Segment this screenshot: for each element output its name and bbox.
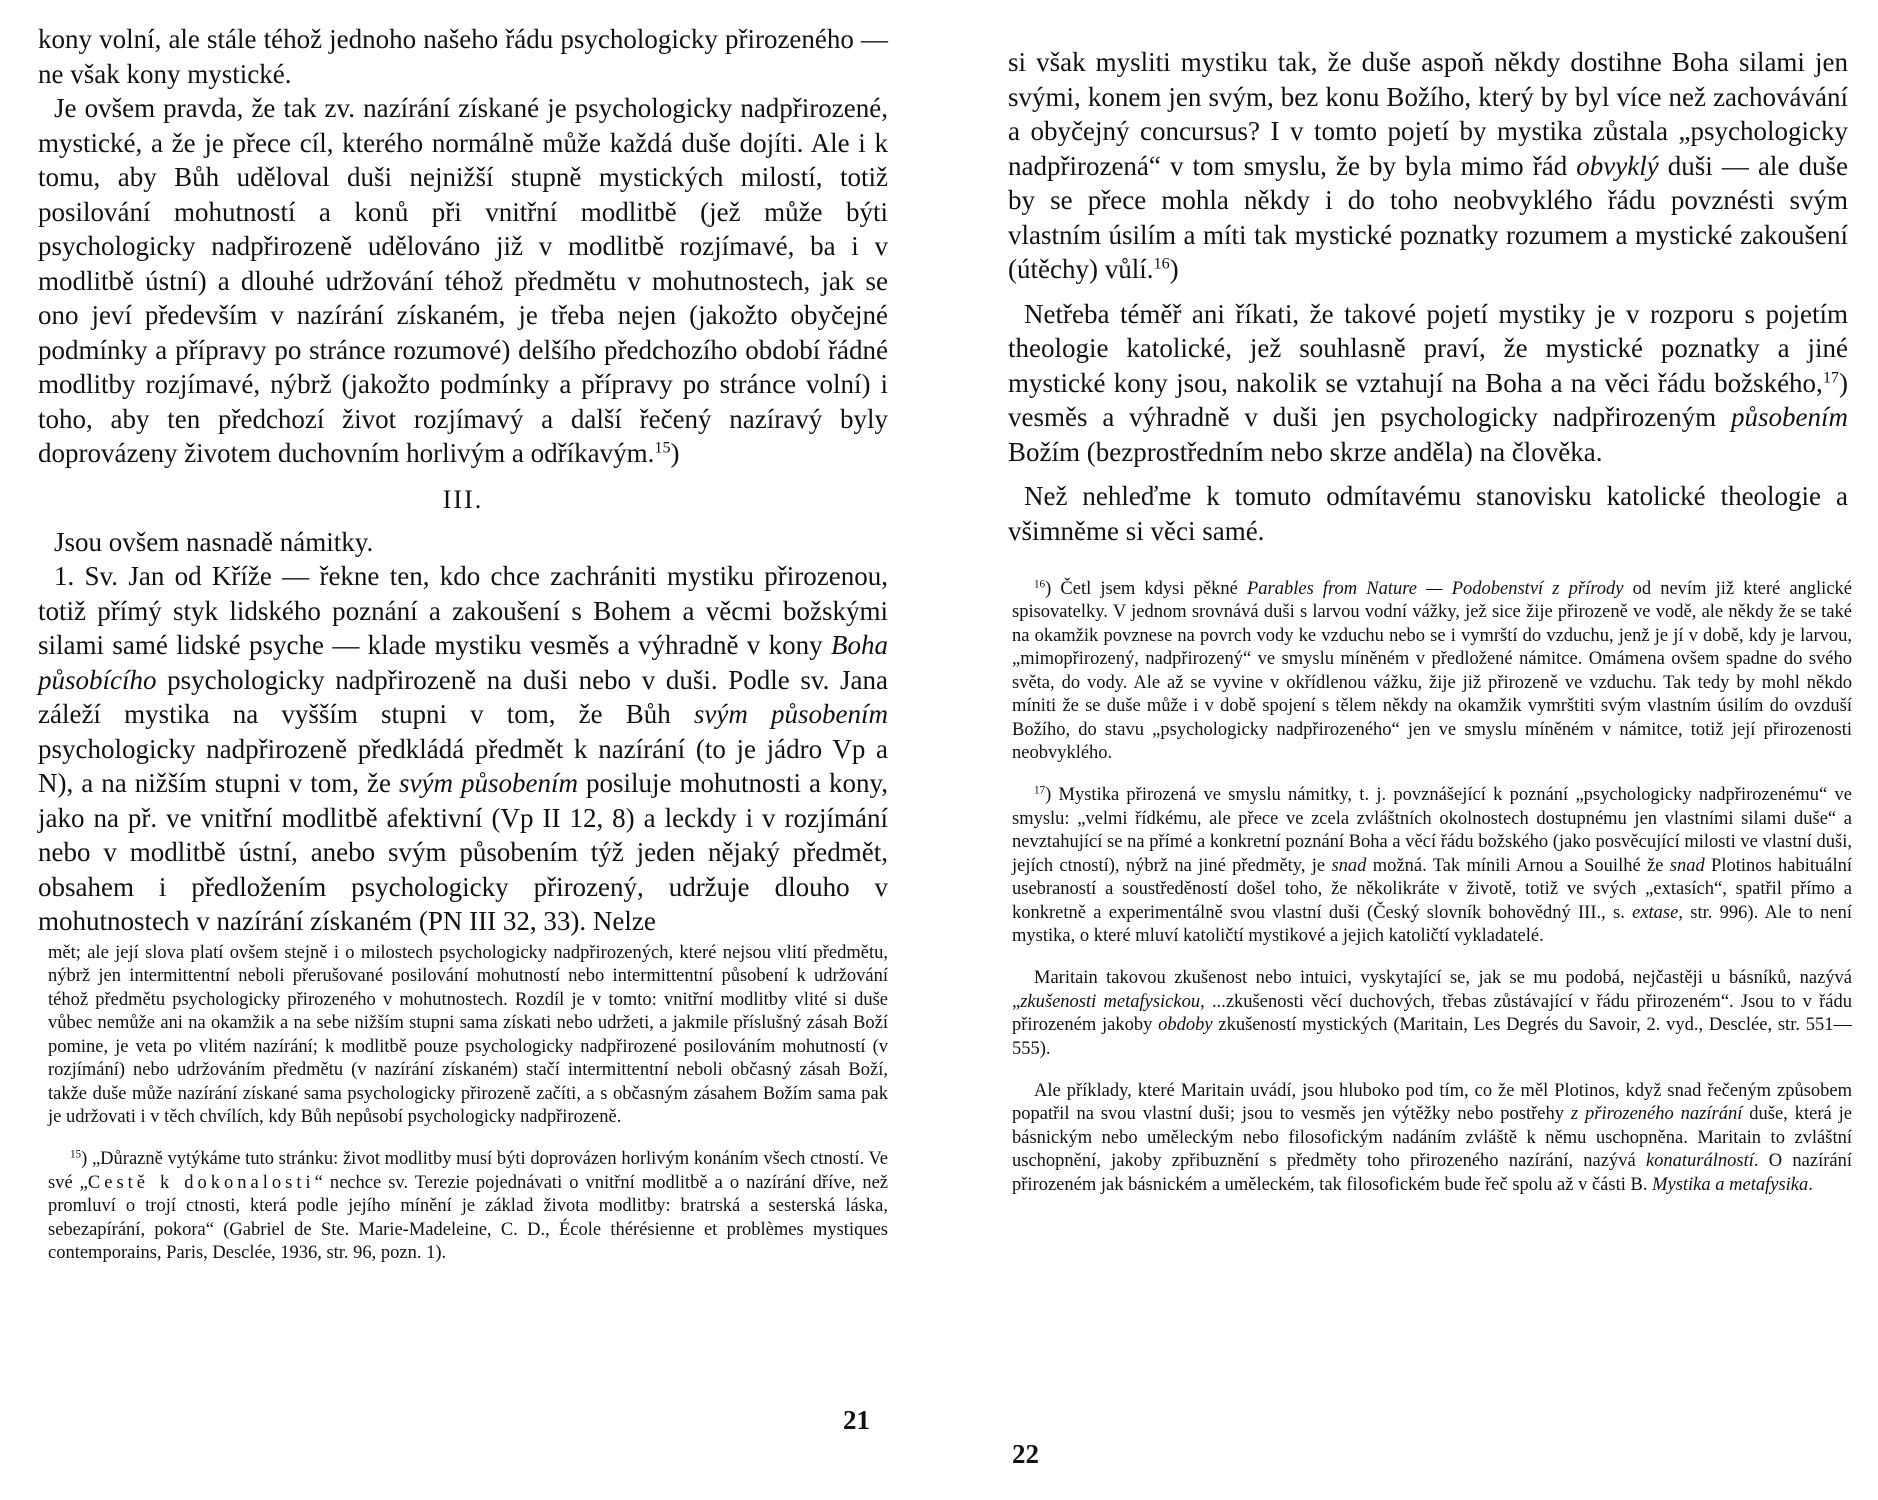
text: psychologicky nadpřirozeně předkládá předmět k nazírání (to je jádro Vp a N), a na nižším stupni v tom, že bbox=[38, 733, 888, 798]
text: 1. Sv. Jan od Kříže — řekne ten, kdo chce zachrániti mystiku přirozenou, totiž přímý styk lidského poznání a zakoušení s Bohem a věcmi božskými silami samé lidské psyche — klade mystiku vesměs a výhradně v kony bbox=[38, 561, 888, 660]
footnote-ref: 17 bbox=[1822, 367, 1839, 386]
text: mět; ale její slova platí ovšem stejně i o milostech psychologicky nadpřirozených, které nejsou vlití předmětu, nýbrž jen intermittentní neboli přerušované posilování mohutností nebo intermittentní působení k udržování téhož předmětu psychologicky přirozeného v mohutnostech. Rozdíl je v tomto: vnitřní modlitby vlité si duše vůbec nemůže ani na okamžik a na sebe nižším stupni sama získati nebo udržeti, a jakmile příslušný zásah Boží pomine, je veta po vlitém nazírání; k modlitbě pouze psychologicky nadpřirozené posilováním mohutností (v rozjímání) nebo udržováním předmětu (v nazírání získaném) stačí intermittentní neboli občasný zásah Boží, takže duše může nazírání získané sama psychologicky přirozeně začíti, a s občasným zásahem Božím sama pak je udržovati i v těch chvílích, kdy Bůh nepůsobí psychologicky nadpřirozeně. bbox=[48, 942, 888, 1127]
footnote-number: 15 bbox=[70, 1148, 82, 1161]
text: si však mysliti mystiku tak, že duše aspoň někdy dostihne Boha silami jen svými, konem jen svým, bez konu Božího, který by byl více než zachovávání a obyčejný concursus? I v tomto pojetí by mystika zůstala „psychologicky nadpřirozená“ v tom smyslu, že by byla mimo řád bbox=[1008, 47, 1848, 181]
paragraph bbox=[38, 525, 888, 560]
page-number: 21 bbox=[843, 1405, 870, 1435]
text: , ...zkušenosti věcí duchových, třebas zůstávající v řádu přirozeném“. Jsou to v řádu přirozeném jakoby bbox=[1012, 991, 1853, 1035]
text: kony volní, ale stále téhož jednoho našeho řádu psychologicky přirozeného — ne však kony mystické. bbox=[38, 24, 888, 89]
italic-text: z přirozeného nazírání bbox=[1570, 1104, 1743, 1124]
text: posiluje mohutnosti a kony, jako na př. ve vnitřní modlitbě afektivní (Vp II 12, 8) a leckdy i v rozjímání nebo v modlitbě ústní, anebo svým působením týž jeden nějaký předmět, obsahem i předložením psychologicky přirozený, udržuje dlouho v mohutnostech v nazírání získaném (PN III 32, 33). Nelze bbox=[38, 768, 889, 936]
italic-text: působením bbox=[1731, 402, 1848, 432]
text: ) Mystika přirozená ve smyslu námitky, t. j. povznášející k poznání „psychologicky nadpřirozenému“ ve smyslu: „velmi řídkému, ale přece ve zcela zvláštních okolnostech dostupnému jen vlastními silami duše“ a nevztahující se na přímé a konkretní poznání Boha a věcí řádu božského (jako posvěcující milosti ve vlastní duši, jejích ctností), nýbrž na jiné předměty, je bbox=[1012, 785, 1852, 876]
text: Ale příklady, které Maritain uvádí, jsou hluboko pod tím, co že měl Plotinos, když snad řečeným způsobem popatřil na svou vlastní duši; jsou to vesměs jen výtěžky nebo postřehy bbox=[1012, 1080, 1852, 1124]
text: . bbox=[1808, 1174, 1813, 1195]
footnote-17-continued bbox=[1012, 967, 1852, 1061]
text: ) „Důrazně vytýkáme tuto stránku: život modlitby musí býti doprovázen horlivým konáním všech ctností. Ve své „ bbox=[48, 1149, 888, 1193]
text: zkušeností mystických (Maritain, Les Degrés du Savoir, 2. vyd., Desclée, str. 551—555). bbox=[1012, 1015, 1852, 1059]
paragraph bbox=[1008, 479, 1848, 548]
left-main-text bbox=[38, 22, 888, 939]
left-footnotes bbox=[48, 923, 888, 1284]
italic-text: obvyklý bbox=[1576, 150, 1659, 181]
italic-text: konaturálností bbox=[1645, 1151, 1754, 1171]
text: Než nehleďme k tomuto odmítavému stanovisku katolické theologie a všimněme si věci samé. bbox=[1008, 481, 1848, 546]
footnote-17 bbox=[1012, 784, 1852, 949]
paragraph: Je ovšem pravda, že tak zv. nazírání získané je psychologicky nadpřirozené, mystické, a že je přece cíl, kterého normálně může každá duše dojíti. Ale i k tomu, aby Bůh uděloval duši nejnižší stupně mystických milostí, totiž posilování mohutností a konů při vnitřní modlitbě (jež může býti psychologicky nadpřirozeně udělováno již v modlitbě rozjímavé, ba i v modlitbě ústní) a dlouhé udržování téhož předmětu v mohutnostech, jak se ono jeví především v nazírání získaném, je třeba nejen (jakožto obyčejné podmínky a přípravy po stránce rozumové) delšího předchozího období řádné modlitby rozjímavé, nýbrž (jakožto podmínky a přípravy po stránce volní) i toho, aby ten předchozí život rozjímavý a další řečený nazíravý byly doprovázeny životem duchovním horlivým a odříkavým.$^{15}$) bbox=[38, 93, 888, 468]
italic-text: snad bbox=[1331, 855, 1367, 876]
italic-text: Mystika a metafysika bbox=[1652, 1174, 1809, 1195]
italic-text: zkušenosti metafysickou bbox=[1020, 991, 1201, 1012]
italic-text: svým působením bbox=[399, 768, 578, 798]
text: Je ovšem pravda, že tak zv. nazírání získané je psychologicky nadpřirozené, mystické, a že je přece cíl, kterého normálně může každá duše dojíti. Ale i k tomu, aby Bůh uděloval duši nejnižší stupně mystických milostí, totiž posilování mohutností a konů při vnitřní modlitbě (jež může býti psychologicky nadpřirozeně udělováno již v modlitbě rozjímavé, ba i v modlitbě ústní) a dlouhé udržování téhož předmětu v mohutnostech, jak se ono jeví především v nazírání získaném, je třeba nejen (jakožto obyčejné podmínky a přípravy po stránce rozumové) delšího předchozího období řádné modlitby rozjímavé, nýbrž (jakožto podmínky a přípravy po stránce volní) i toho, aby ten předchozí život rozjímavý a další řečený nazíravý byly doprovázeny životem duchovním horlivým a odříkavým. bbox=[38, 93, 888, 468]
section-heading: III. bbox=[442, 484, 484, 514]
text: “ nechce sv. Terezie pojednávati o vnitřní modlitbě a o nazírání dříve, než promluví o trojí ctnosti, která podle jejího mínění je základ života modlitby: bratrská a sesterská láska, sebezapírání, pokora“ (Gabriel de Ste. Marie-Madeleine, C. D., École thérésienne et problèmes mystiques contemporains, Paris, Desclée, 1936, str. 96, pozn. 1). bbox=[48, 1172, 889, 1263]
italic-text: Parables from Nature — Podobenství z přírody bbox=[1246, 578, 1624, 599]
page-number: 22 bbox=[1012, 1439, 1039, 1469]
italic-text: Boha působícího bbox=[38, 630, 888, 695]
paragraph bbox=[38, 22, 888, 91]
text: duše, která je básnickým nebo uměleckým nebo filosofickým nadáním zvláště k němu uschopněna. Maritain to zvláštní uschopnění, jakoby zpřibuznění s předměty toho přirozeného nazírání, nazývá bbox=[1012, 1104, 1852, 1171]
text: , str. 996). Ale to není mystika, o které mluví katoličtí mystikové a jejich katoličtí vykladatelé. bbox=[1012, 902, 1852, 946]
footnote-continuation bbox=[48, 942, 888, 1130]
text: ) Četl jsem kdysi pěkné bbox=[1045, 578, 1247, 599]
text: psychologicky nadpřirozeně na duši nebo v duši. Podle sv. Jana záleží mystika na vyšším stupni v tom, že Bůh bbox=[38, 664, 888, 729]
italic-text: svým působením bbox=[693, 699, 888, 729]
right-footnotes bbox=[1012, 559, 1852, 1216]
right-main-text bbox=[1008, 45, 1848, 548]
text: Plotinos habituální usebraností a soustředěností došel toho, že několikráte v životě, totiž ve svých „extasích“, spatřil přímo a konkretně a experimentálně svou vlastní duši (Český slovník bohovědný III., s. bbox=[1012, 855, 1853, 923]
footnote-16 bbox=[1012, 578, 1852, 766]
text: duši — ale duše by se přece mohla někdy i do toho neobvyklého řádu povznésti svým vlastním úsilím a míti tak mystické poznatky rozumem a mystické zakoušení (útěchy) vůlí. bbox=[1008, 150, 1848, 284]
text: ) vesměs a výhradně v duši jen psychologicky nadpřirozeným bbox=[1008, 367, 1848, 432]
italic-text: extase bbox=[1632, 902, 1679, 923]
footnote-number: 16 bbox=[1034, 577, 1046, 590]
text: . O nazírání přirozeném jak básnickém a uměleckém, tak filosofickém bude řeč spolu až v části B. bbox=[1012, 1151, 1852, 1195]
footnote-15 bbox=[48, 1148, 888, 1266]
text: Netřeba téměř ani říkati, že takové pojetí mystiky je v rozporu s pojetím theologie katolické, jež souhlasně praví, že mystické poznatky a jiné mystické kony jsou, nakolik se vztahují na Boha a na věci řádu božského, bbox=[1008, 298, 1848, 398]
text: Maritain takovou zkušenost nebo intuici, vyskytající se, jak se mu podobá, nejčastěji u básníků, nazývá „ bbox=[1012, 968, 1852, 1012]
right-page bbox=[1008, 0, 1853, 1500]
footnote-17-continued bbox=[1012, 1080, 1852, 1198]
left-page bbox=[38, 0, 888, 1500]
text: Jsou ovšem nasnadě námitky. bbox=[54, 526, 374, 557]
text: Božím (bezprostředním nebo skrze anděla) na člověka. bbox=[1008, 436, 1603, 467]
text: možná. Tak mínili Arnou a Souilhé že bbox=[1366, 855, 1670, 876]
footnote-ref: 15 bbox=[654, 438, 671, 457]
spaced-title: Cestě k dokonalosti bbox=[87, 1172, 315, 1193]
paragraph bbox=[1008, 297, 1848, 470]
italic-text: obdoby bbox=[1158, 1015, 1213, 1035]
footnote-ref: 16 bbox=[1153, 254, 1170, 273]
paragraph: si však mysliti mystiku tak, že duše aspoň někdy dostihne Boha silami jen svými, konem jen svým, bez konu Božího, který by byl více než zachovávání a obyčejný concursus? I v tomto pojetí by mystika zůstala „psychologicky nadpřirozená“ v tom smyslu, že by byla mimo řád obvyklý duši — ale duše by se přece mohla někdy i do toho neobvyklého řádu povznésti svým vlastním úsilím a míti tak mystické poznatky rozumem a mystické zakoušení (útěchy) vůlí.$^{16}$) bbox=[1008, 47, 1848, 284]
paragraph bbox=[38, 559, 888, 939]
italic-text: snad bbox=[1669, 855, 1705, 876]
footnote-number: 17 bbox=[1034, 784, 1046, 797]
text: od nevím již které anglické spisovatelky. V jednom srovnává duši s larvou vodní vážky, jež sice žije přirozeně ve vodě, ale někdy že se také na okamžik povznese na povrch vody ke vzduchu nebo se i vymrští do vzduchu, jenž je jí v době, kdy je larvou, „mimopřirozený, nadpřirozený“ ve smyslu míněném v předložené námitce. Omámena ovšem spadne do svého světa, do vody. Ale až se vyvine v okřídlenou vážku, žije již přirozeně ve vzduchu. Tak tedy by mohl někdo míniti že se duše může i v době spojení s tělem někdy na okamžik vymrštiti svým vlastním úsilím do ovzduší Božího, do stavu „psychologicky nadpřirozeného“ jen ve smyslu míněném v námitce, totiž její přirozenosti neobvyklého. bbox=[1012, 578, 1852, 763]
